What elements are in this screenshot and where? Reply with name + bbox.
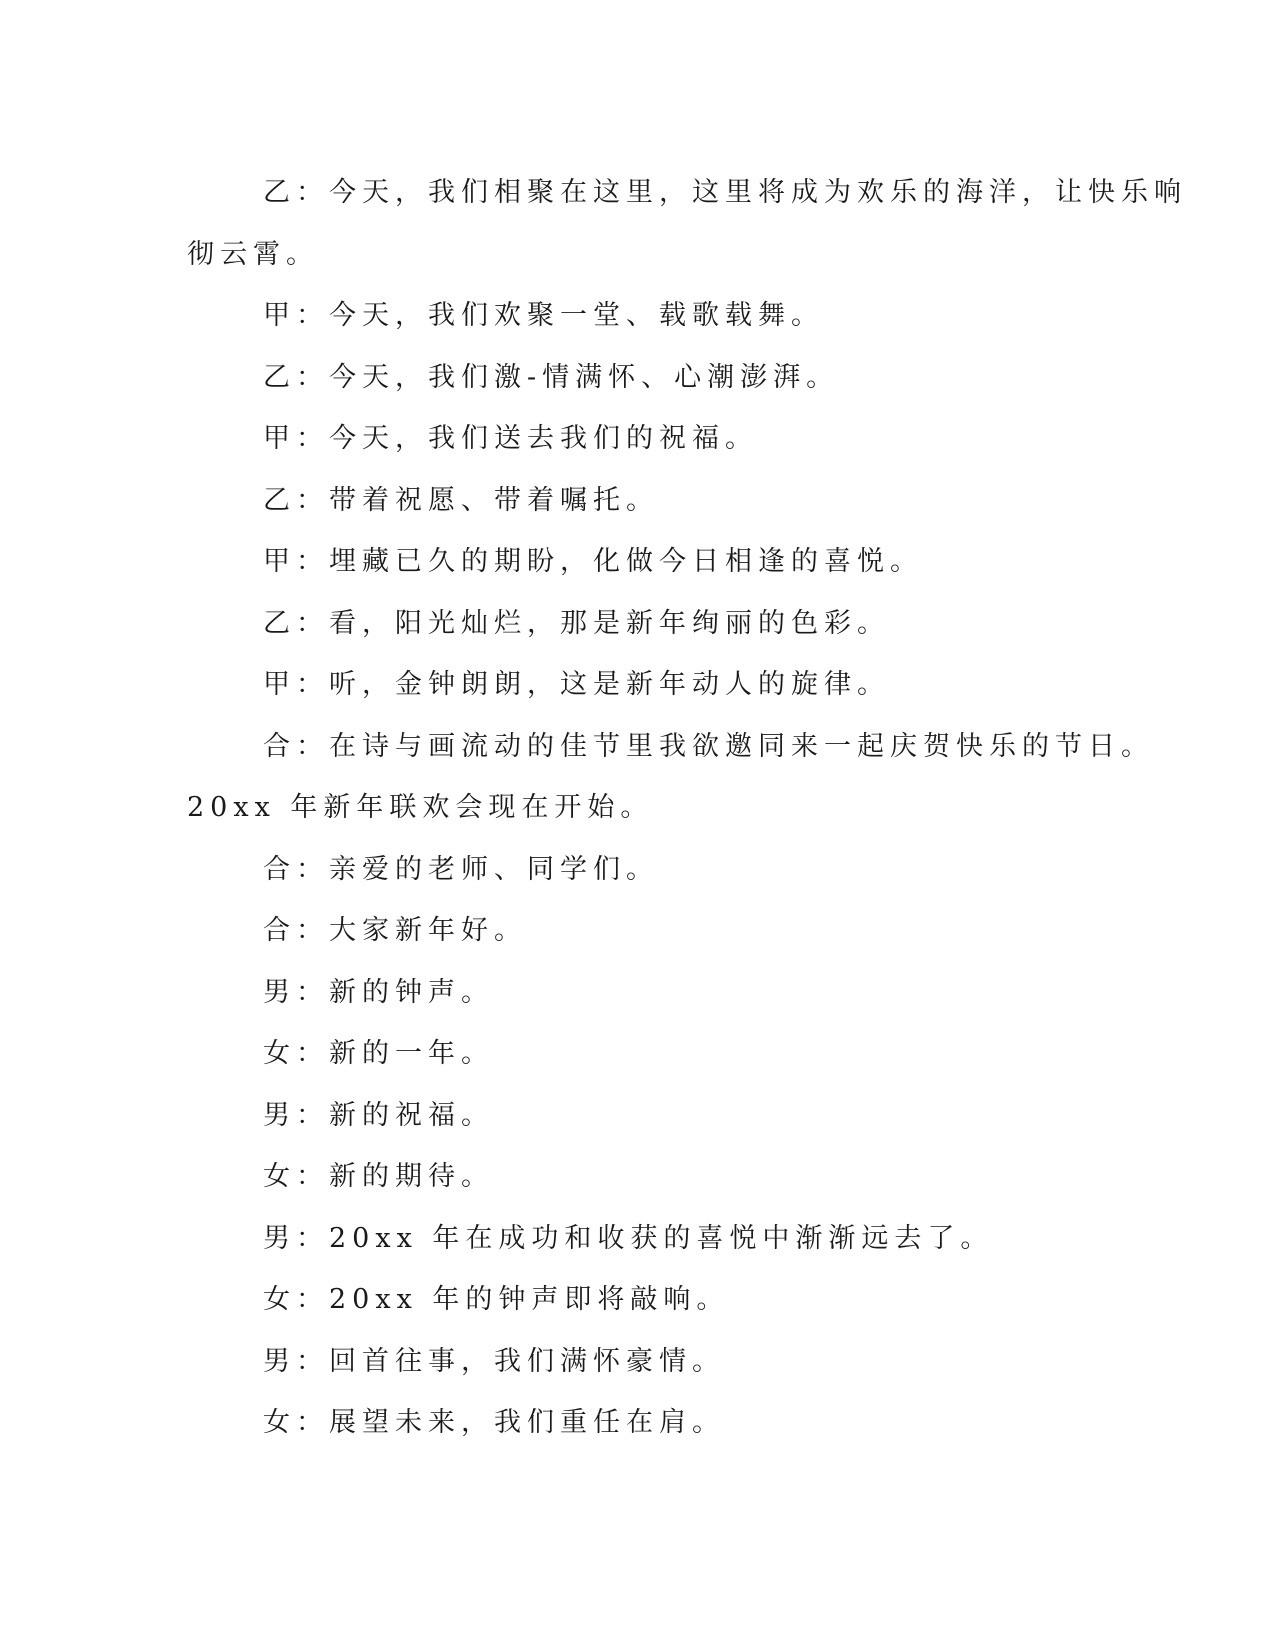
speaker-separator: ： [296, 607, 329, 639]
dialogue-line [187, 900, 1087, 962]
dialogue-text: 今天，我们相聚在这里，这里将成为欢乐的海洋，让快乐响 [329, 177, 1187, 208]
dialogue-text: 20xx 年的钟声即将敲响。 [329, 1284, 730, 1315]
dialogue-line [187, 1331, 1087, 1393]
speaker-label: 女 [263, 1161, 296, 1192]
dialogue-continuation [187, 777, 1087, 839]
dialogue-line [187, 1208, 1087, 1270]
dialogue-text: 彻云霄。 [187, 238, 319, 270]
dialogue-line [187, 1392, 1087, 1454]
speaker-separator: ： [296, 853, 329, 885]
speaker-label: 甲 [263, 423, 296, 454]
speaker-separator: ： [296, 300, 329, 331]
speaker-separator: ： [296, 915, 329, 946]
speaker-label: 合 [263, 853, 296, 885]
speaker-separator: ： [296, 1407, 329, 1438]
dialogue-line [187, 531, 1087, 593]
speaker-label: 女 [263, 1038, 296, 1069]
dialogue-text: 今天，我们送去我们的祝福。 [329, 423, 758, 454]
speaker-separator: ： [296, 1284, 329, 1315]
speaker-label: 合 [263, 730, 296, 762]
speaker-separator: ： [296, 546, 329, 577]
speaker-separator: ： [296, 1345, 329, 1377]
dialogue-text: 新的钟声。 [329, 976, 494, 1008]
dialogue-text: 展望未来，我们重任在肩。 [329, 1407, 725, 1438]
speaker-separator: ： [296, 730, 329, 762]
dialogue-line [187, 1269, 1087, 1331]
speaker-label: 乙 [263, 361, 296, 393]
dialogue-text: 带着祝愿、带着嘱托。 [329, 484, 659, 516]
speaker-label: 女 [263, 1407, 296, 1438]
dialogue-line [187, 408, 1087, 470]
dialogue-line [187, 654, 1087, 716]
speaker-separator: ： [296, 177, 329, 208]
speaker-label: 男 [263, 976, 296, 1008]
dialogue-line [187, 839, 1087, 901]
speaker-label: 女 [263, 1284, 296, 1315]
dialogue-line [187, 1023, 1087, 1085]
speaker-separator: ： [296, 1222, 329, 1254]
dialogue-text: 看，阳光灿烂，那是新年绚丽的色彩。 [329, 607, 890, 639]
dialogue-line [187, 285, 1087, 347]
dialogue-text: 20xx 年新年联欢会现在开始。 [187, 792, 654, 823]
speaker-label: 合 [263, 915, 296, 946]
speaker-label: 男 [263, 1099, 296, 1131]
dialogue-text: 新的祝福。 [329, 1099, 494, 1131]
speaker-separator: ： [296, 669, 329, 700]
dialogue-text: 听，金钟朗朗，这是新年动人的旋律。 [329, 669, 890, 700]
dialogue-text: 新的一年。 [329, 1038, 494, 1069]
dialogue-line [187, 716, 1154, 778]
speaker-separator: ： [296, 1099, 329, 1131]
speaker-label: 男 [263, 1222, 296, 1254]
dialogue-continuation [187, 224, 1087, 286]
dialogue-line [187, 347, 1087, 409]
dialogue-text: 新的期待。 [329, 1161, 494, 1192]
speaker-label: 甲 [263, 669, 296, 700]
speaker-label: 甲 [263, 300, 296, 331]
speaker-separator: ： [296, 1038, 329, 1069]
speaker-separator: ： [296, 1161, 329, 1192]
speaker-separator: ： [296, 976, 329, 1008]
dialogue-line [187, 162, 1187, 224]
dialogue-text: 大家新年好。 [329, 915, 527, 946]
dialogue-line [187, 1146, 1087, 1208]
dialogue-line [187, 470, 1087, 532]
speaker-label: 男 [263, 1345, 296, 1377]
speaker-label: 乙 [263, 484, 296, 516]
dialogue-text: 今天，我们欢聚一堂、载歌载舞。 [329, 300, 824, 331]
speaker-separator: ： [296, 484, 329, 516]
dialogue-text: 回首往事，我们满怀豪情。 [329, 1345, 725, 1377]
dialogue-text: 亲爱的老师、同学们。 [329, 853, 659, 885]
speaker-label: 乙 [263, 177, 296, 208]
speaker-label: 乙 [263, 607, 296, 639]
speaker-separator: ： [296, 361, 329, 393]
dialogue-text: 埋藏已久的期盼，化做今日相逢的喜悦。 [329, 546, 923, 577]
dialogue-line [187, 962, 1087, 1024]
dialogue-line [187, 593, 1087, 655]
dialogue-line [187, 1085, 1087, 1147]
script-body [187, 162, 1187, 1454]
dialogue-text: 今天，我们激-情满怀、心潮澎湃。 [329, 361, 840, 393]
speaker-label: 甲 [263, 546, 296, 577]
dialogue-text: 20xx 年在成功和收获的喜悦中渐渐远去了。 [329, 1222, 994, 1254]
dialogue-text: 在诗与画流动的佳节里我欲邀同来一起庆贺快乐的节日。 [329, 730, 1154, 762]
speaker-separator: ： [296, 423, 329, 454]
